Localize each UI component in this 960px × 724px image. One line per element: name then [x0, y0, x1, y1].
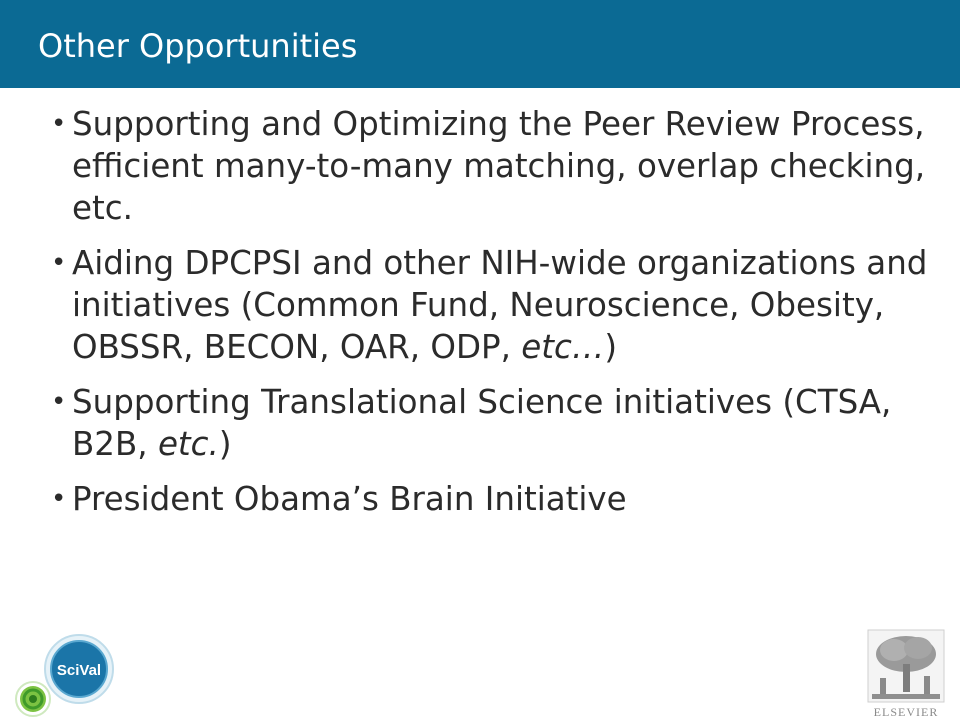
header-bar: [0, 0, 960, 88]
scival-logo-icon: [14, 633, 114, 720]
bullet-text-italic: etc…: [521, 328, 605, 366]
bullet-item: [50, 103, 930, 229]
bullet-text-italic: etc.: [157, 425, 219, 463]
bullet-text-part: ): [604, 328, 618, 366]
bullet-text: [72, 242, 930, 368]
bullet-text-part: Supporting Translational Science initiatives (CTSA, B2B,: [72, 383, 892, 463]
bullet-text: [72, 478, 930, 520]
bullet-text-part: President Obama’s Brain Initiative: [72, 480, 627, 518]
bullet-item: [50, 381, 930, 465]
bullet-dot-icon: •: [51, 387, 67, 417]
elsevier-logo-text: ELSEVIER: [873, 705, 939, 719]
bullet-dot-icon: •: [51, 484, 67, 514]
bullet-text-part: Aiding DPCPSI and other NIH-wide organizations and initiatives (Common Fund, Neuroscience, Obesity, OBSSR, BECON, OAR, ODP,: [72, 244, 928, 366]
bullet-list: [50, 103, 930, 533]
bullet-dot-icon: •: [51, 109, 67, 139]
slide-title: Other Opportunities: [38, 27, 358, 65]
bullet-text: [72, 103, 930, 229]
scival-logo-text: SciVal: [56, 662, 102, 679]
bullet-text: [72, 381, 930, 465]
bullet-dot-icon: •: [51, 248, 67, 278]
bullet-text-part: ): [218, 425, 232, 463]
bullet-item: [50, 242, 930, 368]
bullet-text-part: Supporting and Optimizing the Peer Review Process, efficient many-to-many matching, overlap checking, etc.: [72, 105, 926, 227]
bullet-item: [50, 478, 930, 520]
elsevier-tree-logo-icon: [866, 628, 946, 720]
